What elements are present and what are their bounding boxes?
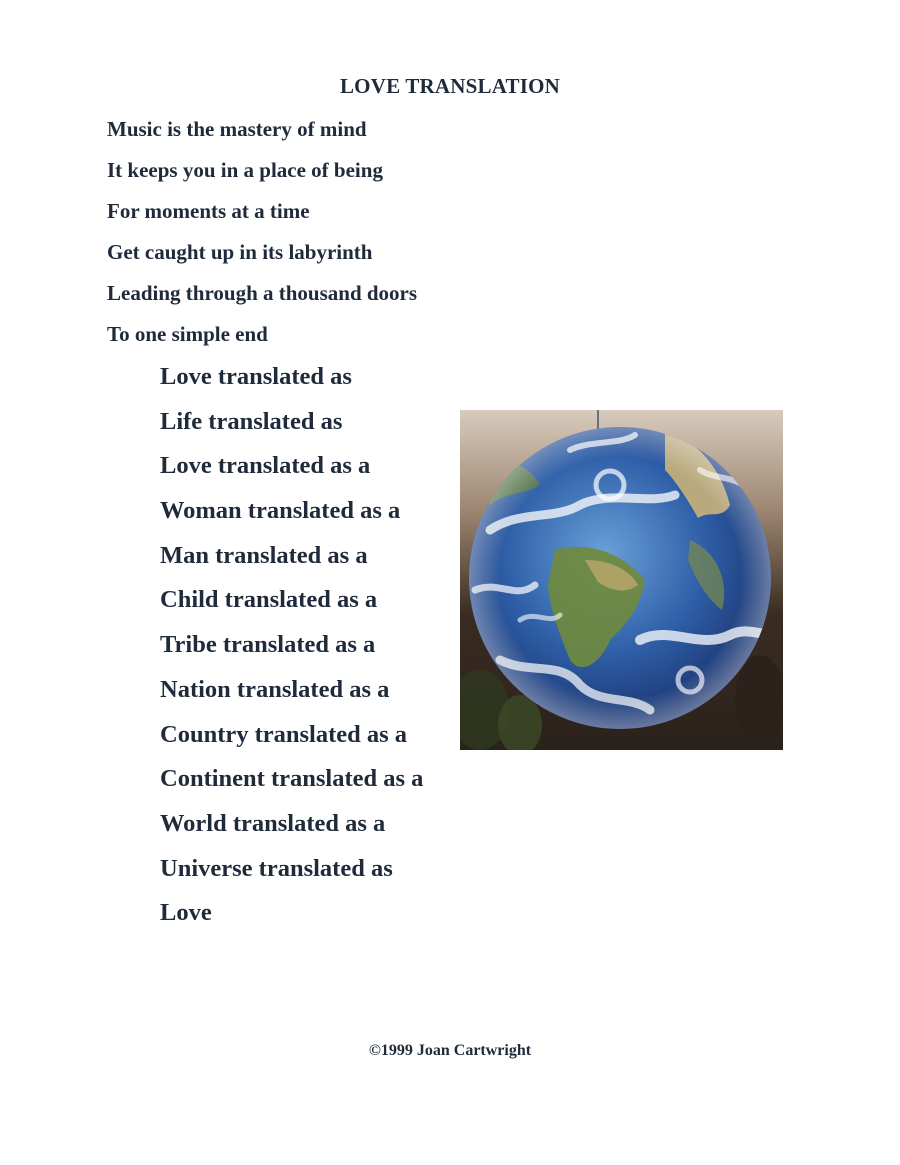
stanza-2 <box>160 361 423 942</box>
earth-globe-photo <box>460 410 783 750</box>
poem-line: Tribe translated as a <box>160 631 376 659</box>
poem-line: Love <box>160 899 212 927</box>
poem-line: Life translated as <box>160 407 343 435</box>
poem-title: LOVE TRANSLATION <box>339 74 561 98</box>
poem-line: Continent translated as a <box>160 765 424 793</box>
poem-line: It keeps you in a place of being <box>107 158 383 182</box>
poem-line: Nation translated as a <box>160 675 390 703</box>
poem-line: For moments at a time <box>107 199 310 223</box>
poem-line: World translated as a <box>160 809 386 837</box>
earth-globe-illustration <box>460 410 783 750</box>
copyright-notice: ©1999 Joan Cartwright <box>368 1042 532 1059</box>
poem-line: Love translated as a <box>160 452 371 480</box>
poem-line: Leading through a thousand doors <box>107 281 418 305</box>
poem-line: Love translated as <box>160 363 352 390</box>
poem-line: Man translated as a <box>160 541 368 569</box>
poem-line: Woman translated as a <box>160 497 401 525</box>
stanza-1 <box>107 115 417 361</box>
poem-line: Universe translated as <box>160 854 393 882</box>
poem-line: To one simple end <box>107 322 268 346</box>
poem-line: Get caught up in its labyrinth <box>107 240 373 264</box>
poem-line: Music is the mastery of mind <box>107 117 367 141</box>
poem-line: Child translated as a <box>160 586 378 614</box>
poem-line: Country translated as a <box>160 720 408 748</box>
